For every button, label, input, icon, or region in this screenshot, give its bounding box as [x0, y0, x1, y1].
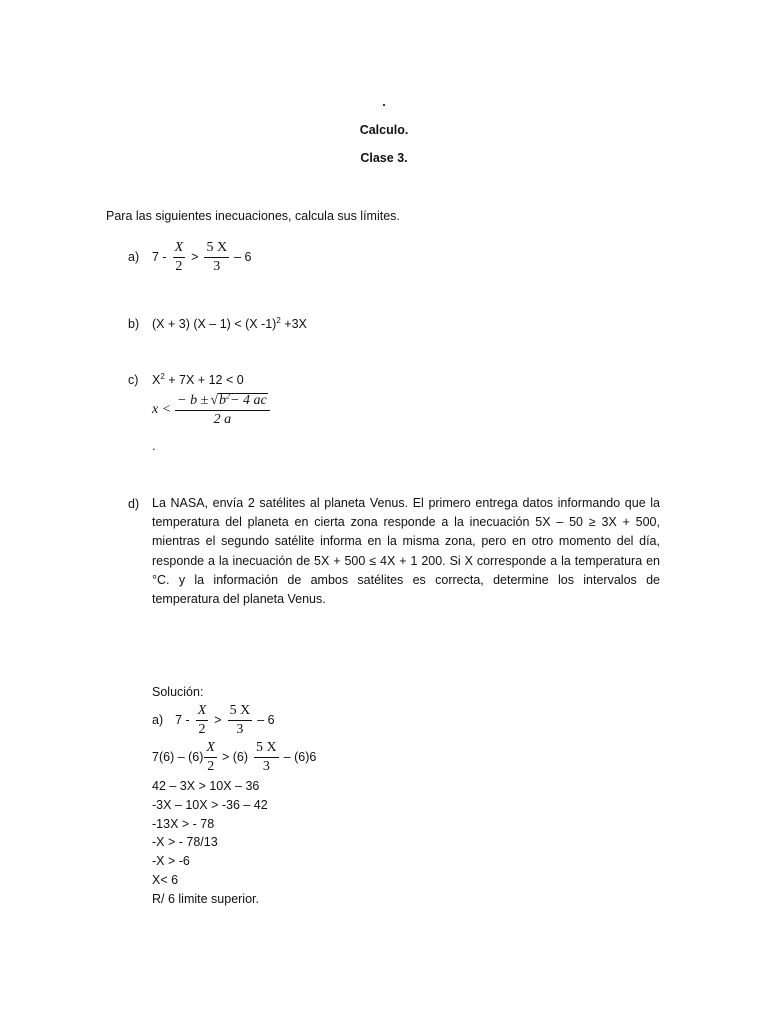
solution-a-f1-den: 2: [198, 721, 206, 737]
solution-a-suffix: – 6: [257, 712, 275, 727]
item-c-exp: 2: [160, 371, 165, 381]
step1-suffix: – (6)6: [283, 749, 317, 764]
step1-prefix: 7(6) – (6): [152, 749, 204, 764]
solution-step-1: [152, 738, 316, 776]
item-a-suffix: – 6: [234, 249, 252, 264]
item-c-dot: .: [152, 439, 156, 453]
solution-a-f2-num: 5 X: [228, 704, 253, 721]
item-c-inequation: [152, 371, 244, 387]
formula-fraction: [175, 393, 270, 427]
step1-f2-den: 3: [262, 758, 270, 774]
item-a-frac2-den: 3: [213, 258, 221, 274]
step1-mid: > (6): [221, 749, 249, 764]
item-b-part2: +3X: [280, 317, 307, 331]
formula-root-exp: 2: [226, 391, 230, 401]
header-dot: .: [382, 95, 386, 109]
step1-f2-num: 5 X: [254, 741, 279, 758]
formula-root-rest: − 4 ac: [230, 393, 267, 408]
page-title: Calculo.: [359, 123, 409, 137]
solution-a-op: >: [214, 712, 222, 727]
step1-f1-num: X: [204, 741, 217, 758]
solution-answer: R/ 6 limite superior.: [152, 892, 259, 906]
solution-step: -3X – 10X > -36 – 42: [152, 798, 268, 812]
solution-heading: Solución:: [152, 685, 204, 699]
page-subtitle: Clase 3.: [360, 151, 408, 165]
item-c-label: c): [128, 373, 139, 387]
formula-lhs: x <: [152, 402, 172, 417]
solution-a-label: a): [152, 712, 164, 727]
formula-denominator: 2 a: [213, 412, 232, 427]
item-a-frac1-den: 2: [175, 258, 183, 274]
item-d-label: d): [128, 497, 140, 511]
solution-a-f1-num: X: [196, 704, 209, 721]
item-a-fraction-1: [173, 241, 186, 274]
formula-root-b: b: [219, 393, 226, 408]
item-a-inequation: [152, 237, 251, 277]
solution-step: -13X > - 78: [152, 817, 215, 831]
solution-step: X< 6: [152, 873, 179, 887]
step1-f1-den: 2: [207, 758, 215, 774]
step1-fraction-1: [204, 741, 217, 774]
formula-num-pre: − b ±: [177, 393, 209, 408]
solution-a-f2-den: 3: [236, 721, 244, 737]
sqrt-symbol: √: [210, 393, 218, 408]
formula-radicand: [218, 393, 268, 408]
item-b-inequation: [152, 315, 307, 331]
item-a-prefix: 7 -: [152, 249, 167, 264]
solution-a-line: [152, 700, 275, 740]
item-a-frac1-num: X: [173, 241, 186, 258]
quadratic-formula: [152, 389, 272, 431]
solution-a-prefix: 7 -: [175, 712, 190, 727]
item-a-label: a): [128, 250, 140, 264]
item-a-fraction-2: [204, 241, 229, 274]
item-d-text: La NASA, envía 2 satélites al planeta Venus. El primero entrega datos informando que la temperatura del planeta en cierta zona responde a la inecuación 5X – 50 ≥ 3X + 500, mientras el segundo satélite informa en la misma zona, pero en otro momento del día, responde a la inecuación de 5X + 500 ≤ 4X + 1 200. Si X corresponde a la temperatura en °C. y la información de ambos satélites es correcta, determine los intervalos de temperatura del planeta Venus.: [152, 496, 660, 607]
item-a-frac2-num: 5 X: [204, 241, 229, 258]
solution-a-fraction-1: [196, 704, 209, 737]
item-c-x: X: [152, 373, 161, 387]
solution-step: 42 – 3X > 10X – 36: [152, 779, 260, 793]
item-b-label: b): [128, 317, 140, 331]
item-b-part1: (X + 3) (X – 1) < (X -1): [152, 317, 277, 331]
item-c-rest: + 7X + 12 < 0: [164, 373, 244, 387]
intro-text: Para las siguientes inecuaciones, calcula sus límites.: [106, 209, 400, 223]
solution-step: -X > - 78/13: [152, 835, 218, 849]
formula-numerator: [175, 393, 270, 411]
item-a-op: >: [191, 249, 199, 264]
solution-a-fraction-2: [228, 704, 253, 737]
solution-step: -X > -6: [152, 854, 190, 868]
step1-fraction-2: [254, 741, 279, 774]
item-b-exp: 2: [276, 315, 281, 325]
